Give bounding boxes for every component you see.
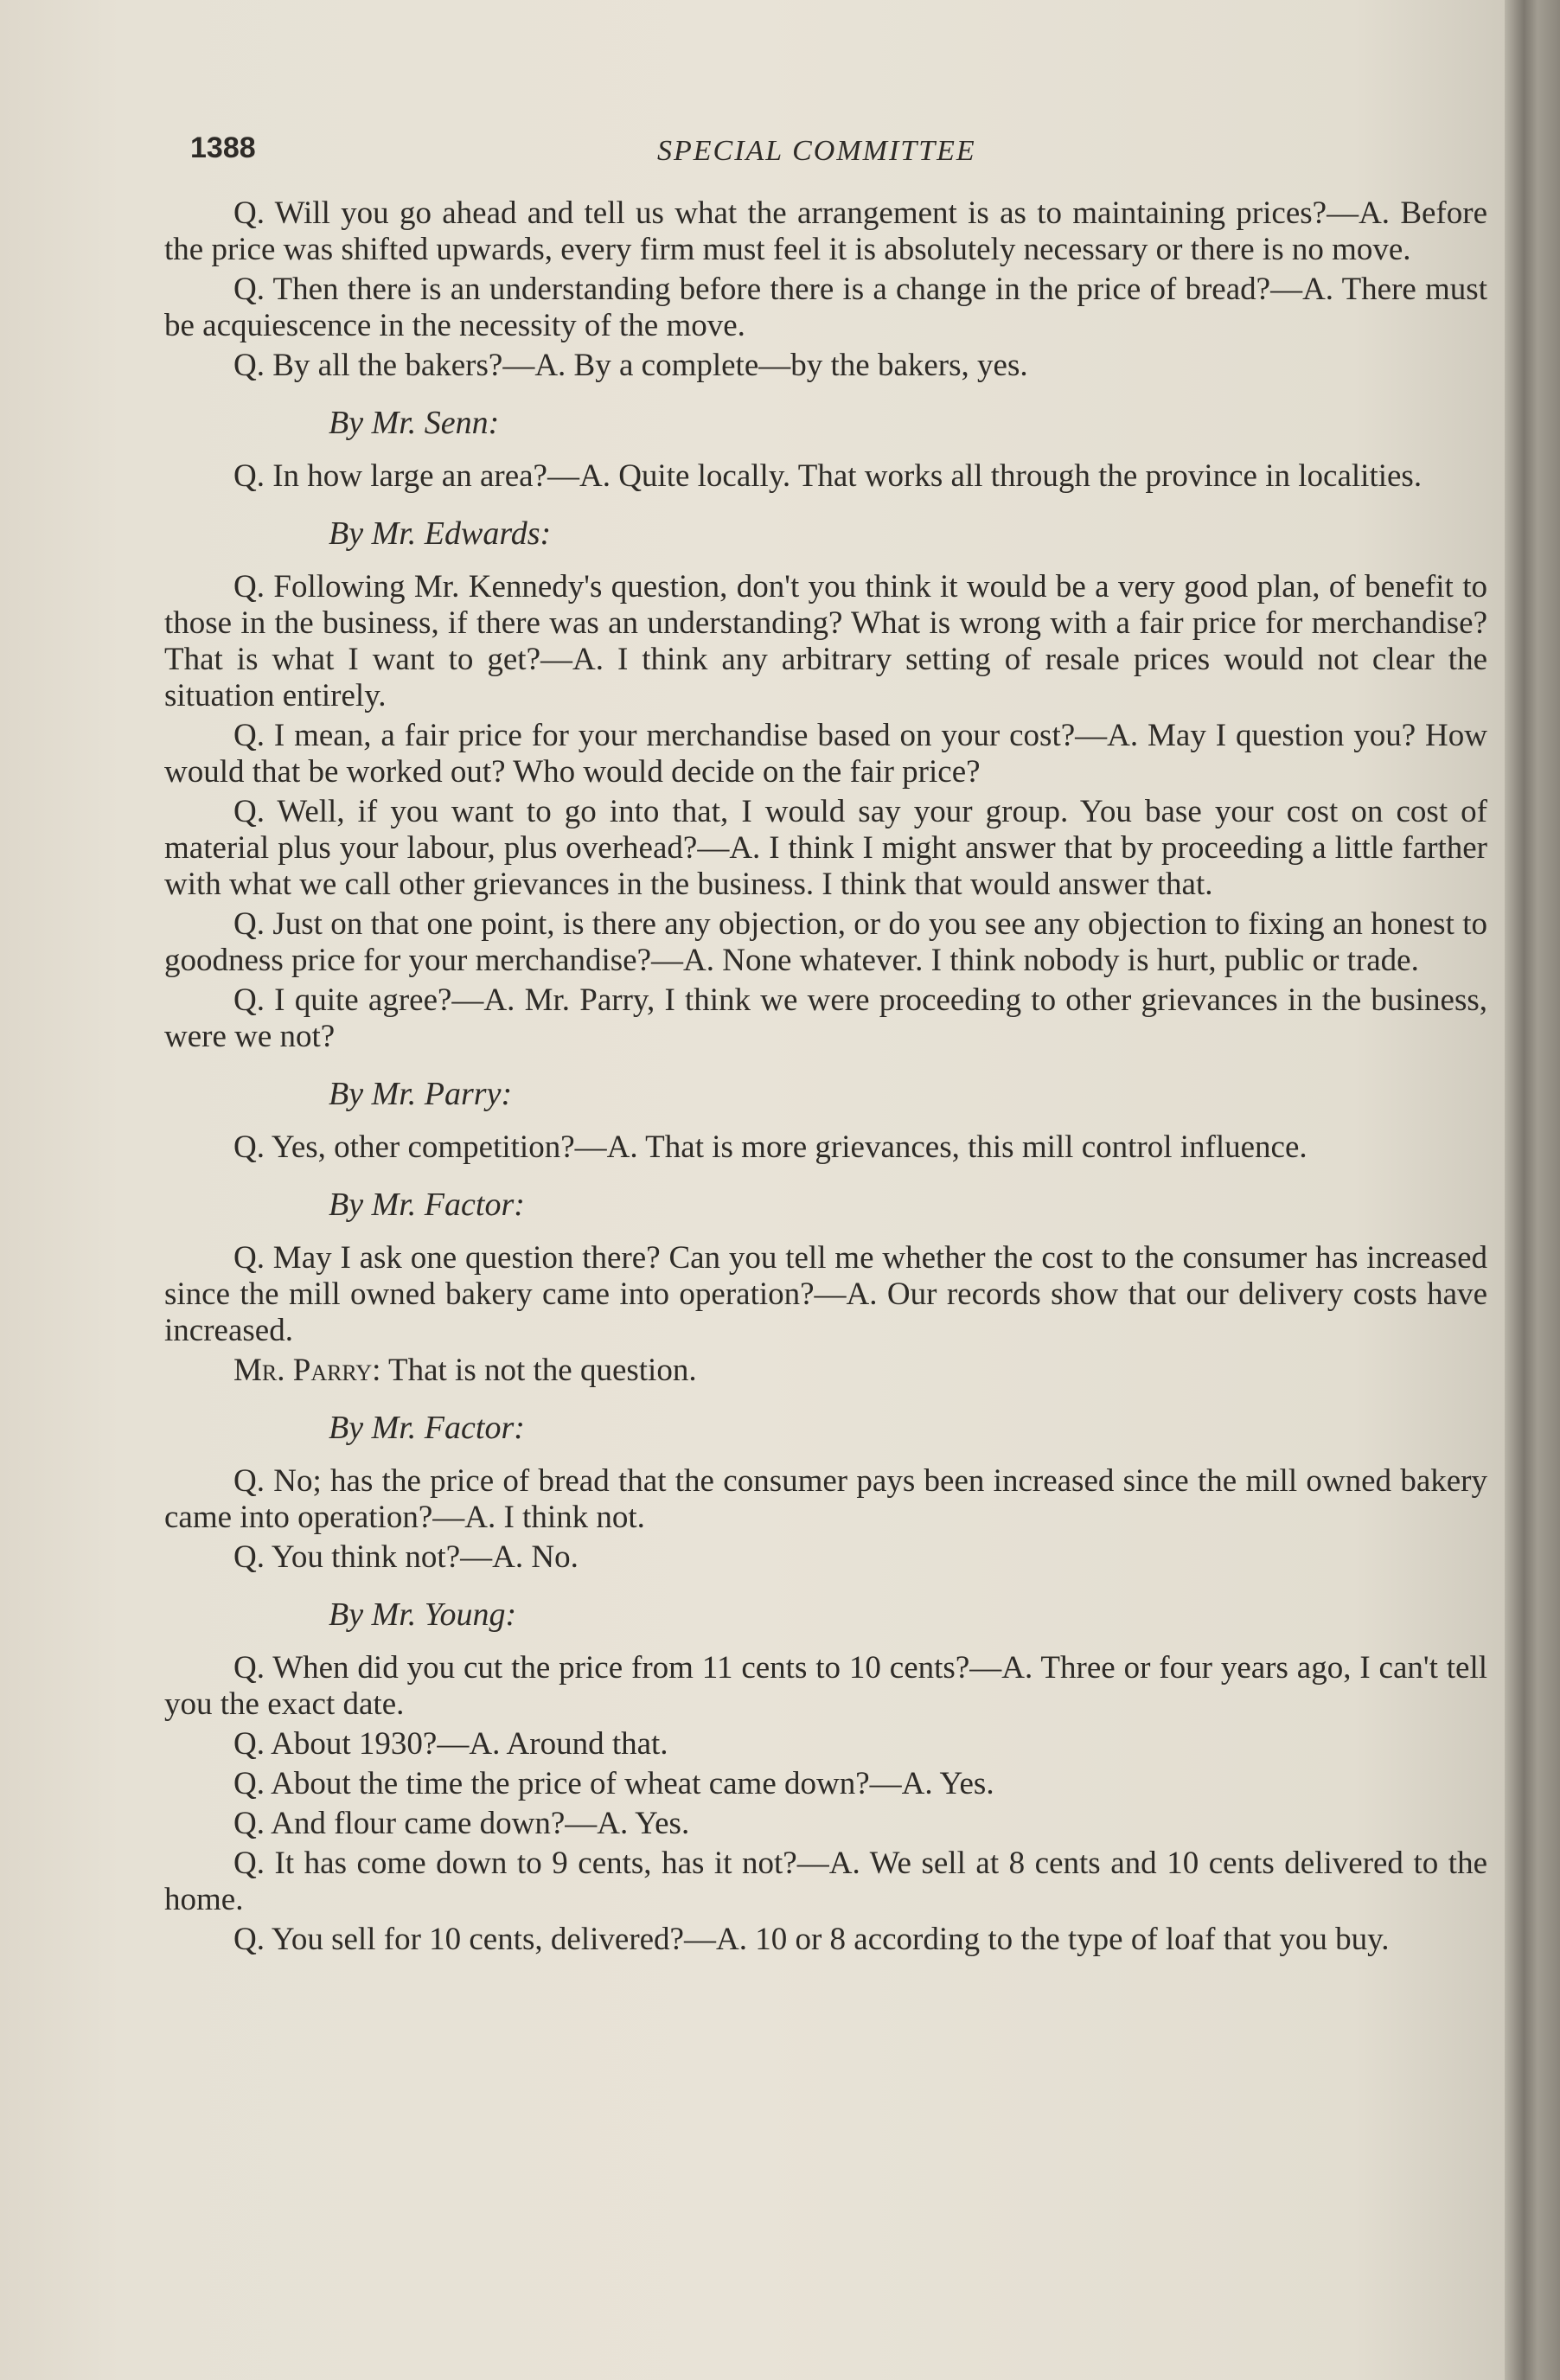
paragraph: Q. Then there is an understanding before there is a change in the price of bread?—A. There must be acquiescence in the necessity of the move. (164, 272, 1487, 343)
speaker-name: Mr. Parry (233, 1353, 373, 1388)
paragraph: Q. No; has the price of bread that the consumer pays been increased since the mill owned bakery came into operation?—A. I think not. (164, 1463, 1487, 1535)
paragraph: Q. It has come down to 9 cents, has it not?—A. We sell at 8 cents and 10 cents delivered to the home. (164, 1846, 1487, 1917)
speaker-heading: By Mr. Edwards: (329, 515, 552, 552)
paragraph: Q. May I ask one question there? Can you tell me whether the cost to the consumer has increased since the mill owned bakery came into operation?—A. Our records show that our delivery costs have increased. (164, 1240, 1487, 1348)
paragraph: Q. Yes, other competition?—A. That is more grievances, this mill control influence. (233, 1129, 1307, 1165)
paragraph: Q. You sell for 10 cents, delivered?—A. 10 or 8 according to the type of loaf that you buy. (233, 1922, 1390, 1957)
paragraph: Q. In how large an area?—A. Quite locally. That works all through the province in localities. (233, 458, 1423, 494)
page-header (190, 131, 1470, 173)
paragraph: Q. When did you cut the price from 11 cents to 10 cents?—A. Three or four years ago, I can't tell you the exact date. (164, 1650, 1487, 1722)
paragraph: Q. Well, if you want to go into that, I would say your group. You base your cost on cost of material plus your labour, plus overhead?—A. I think I might answer that by proceeding a little farther with what we call other grievances in the business. I think that would answer that. (164, 794, 1487, 902)
speaker-heading: By Mr. Factor: (329, 1410, 525, 1446)
speaker-heading: By Mr. Young: (329, 1596, 517, 1633)
paragraph: Q. Will you go ahead and tell us what the arrangement is as to maintaining prices?—A. Before the price was shifted upwards, every firm must feel it is absolutely necessary or there is no move. (164, 195, 1487, 267)
transcript-body (164, 195, 1487, 1961)
speaker-heading: By Mr. Parry: (329, 1076, 513, 1112)
paragraph: Q. By all the bakers?—A. By a complete—by the bakers, yes. (233, 348, 1028, 383)
paragraph: Q. And flour came down?—A. Yes. (233, 1806, 690, 1841)
paragraph: Q. I quite agree?—A. Mr. Parry, I think we were proceeding to other grievances in the business, were we not? (164, 982, 1487, 1054)
speaker-heading: By Mr. Factor: (329, 1187, 525, 1223)
book-gutter (1505, 0, 1560, 2380)
page-number: 1388 (190, 131, 256, 164)
paragraph: Q. You think not?—A. No. (233, 1539, 579, 1575)
paragraph: Q. I mean, a fair price for your merchandise based on your cost?—A. May I question you? How would that be worked out? Who would decide on the fair price? (164, 718, 1487, 790)
paragraph (164, 1353, 1487, 1389)
running-head: SPECIAL COMMITTEE (657, 135, 976, 167)
paragraph: Q. Just on that one point, is there any objection, or do you see any objection to fixing an honest to goodness price for your merchandise?—A. None whatever. I think nobody is hurt, public or trade. (164, 906, 1487, 978)
statement-text: : That is not the question. (372, 1353, 697, 1388)
paragraph: Q. Following Mr. Kennedy's question, don't you think it would be a very good plan, of benefit to those in the business, if there was an understanding? What is wrong with a fair price for merchandise? That is what I want to get?—A. I think any arbitrary setting of resale prices would not clear the situation entirely. (164, 569, 1487, 713)
paragraph: Q. About the time the price of wheat came down?—A. Yes. (233, 1766, 994, 1801)
speaker-heading: By Mr. Senn: (329, 405, 500, 441)
paragraph: Q. About 1930?—A. Around that. (233, 1726, 668, 1762)
